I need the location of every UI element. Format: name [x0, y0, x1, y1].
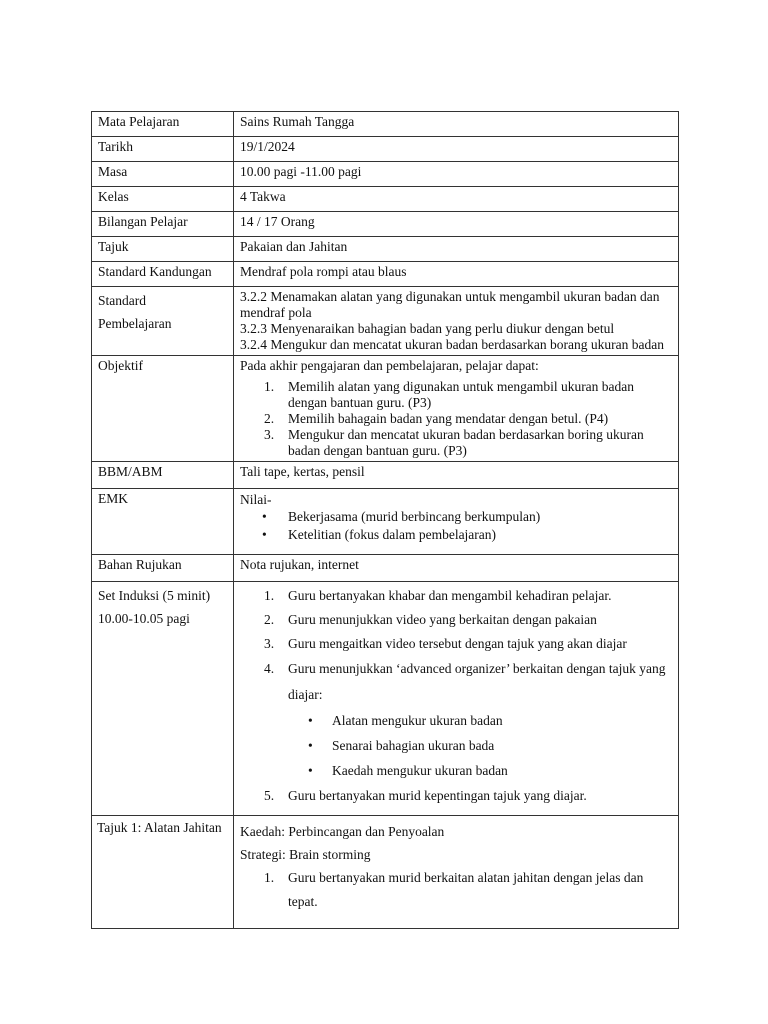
sub-list-item	[240, 708, 672, 733]
item-number: 2.	[264, 411, 275, 426]
table-row	[92, 162, 679, 187]
item-text: tepat.	[288, 894, 318, 909]
standard-line: 3.2.4 Mengukur dan mencatat ukuran badan berdasarkan borang ukuran badan	[240, 337, 664, 352]
label-cell: Kelas	[92, 187, 234, 212]
label-cell: Tajuk 1: Alatan Jahitan	[92, 816, 234, 929]
label-cell: Bilangan Pelajar	[92, 212, 234, 237]
table-row	[92, 212, 679, 237]
item-number: 4.	[264, 661, 275, 676]
label-cell: EMK	[92, 489, 234, 555]
bullet-icon: •	[308, 713, 313, 728]
label-line: Set Induksi (5 minit)	[98, 588, 211, 603]
list-item	[240, 411, 672, 427]
value-cell	[234, 582, 679, 816]
lesson-plan-table	[91, 111, 679, 929]
sub-list-item	[240, 733, 672, 758]
method-text: Kaedah: Perbincangan dan Penyoalan	[240, 824, 445, 839]
item-text: Guru mengaitkan video tersebut dengan tajuk yang akan diajar	[288, 636, 627, 651]
value-cell	[234, 356, 679, 462]
label-line: Standard	[98, 293, 146, 308]
label-cell: Objektif	[92, 356, 234, 462]
strategy-text: Strategi: Brain storming	[240, 847, 371, 862]
objective-intro: Pada akhir pengajaran dan pembelajaran, pelajar dapat:	[240, 358, 539, 373]
value-cell	[234, 287, 679, 356]
item-text: dengan bantuan guru. (P3)	[288, 395, 432, 410]
table-row	[92, 356, 679, 462]
table-row	[92, 555, 679, 582]
list-item	[240, 427, 672, 459]
label-line: Pembelajaran	[98, 316, 172, 331]
value-cell: Mendraf pola rompi atau blaus	[234, 262, 679, 287]
item-text: Mengukur dan mencatat ukuran badan berdasarkan boring ukuran	[288, 427, 644, 442]
item-text: Memilih alatan yang digunakan untuk mengambil ukuran badan	[288, 379, 635, 394]
label-cell: BBM/ABM	[92, 462, 234, 489]
item-number: 2.	[264, 612, 275, 627]
value-cell: 14 / 17 Orang	[234, 212, 679, 237]
item-text: Bekerjasama (murid berbincang berkumpulan)	[288, 509, 541, 524]
item-text: Guru bertanyakan khabar dan mengambil kehadiran pelajar.	[288, 588, 612, 603]
item-number: 1.	[264, 379, 275, 394]
table-row	[92, 489, 679, 555]
item-number: 1.	[264, 870, 275, 885]
list-item	[240, 584, 672, 608]
bullet-icon: •	[262, 509, 267, 524]
item-number: 1.	[264, 588, 275, 603]
value-cell: Sains Rumah Tangga	[234, 112, 679, 137]
list-item	[240, 508, 672, 526]
label-cell: Tajuk	[92, 237, 234, 262]
item-text: Memilih bahagain badan yang mendatar dengan betul. (P4)	[288, 411, 609, 426]
table-row	[92, 137, 679, 162]
standard-line: mendraf pola	[240, 305, 312, 320]
value-cell: Tali tape, kertas, pensil	[234, 462, 679, 489]
emk-list	[240, 508, 672, 544]
value-cell	[234, 489, 679, 555]
item-number: 5.	[264, 788, 275, 803]
table-row	[92, 287, 679, 356]
table-row	[92, 262, 679, 287]
bullet-icon: •	[262, 527, 267, 542]
table-row	[92, 187, 679, 212]
induction-list	[240, 584, 672, 809]
sub-list-item	[240, 758, 672, 783]
table-row	[92, 816, 679, 929]
item-text: Alatan mengukur ukuran badan	[332, 713, 503, 728]
item-text: Guru menunjukkan video yang berkaitan dengan pakaian	[288, 612, 597, 627]
label-cell	[92, 287, 234, 356]
item-text: Ketelitian (fokus dalam pembelajaran)	[288, 527, 497, 542]
list-item	[240, 379, 672, 411]
label-cell: Mata Pelajaran	[92, 112, 234, 137]
list-item	[240, 632, 672, 656]
bullet-icon: •	[308, 763, 313, 778]
value-cell: 19/1/2024	[234, 137, 679, 162]
label-cell: Masa	[92, 162, 234, 187]
table-row	[92, 582, 679, 816]
bullet-icon: •	[308, 738, 313, 753]
label-line: 10.00-10.05 pagi	[98, 611, 190, 626]
value-cell	[234, 816, 679, 929]
objective-list	[240, 379, 672, 459]
item-text: Guru menunjukkan ‘advanced organizer’ berkaitan dengan tajuk yang	[288, 661, 666, 676]
list-item	[240, 656, 672, 708]
item-text: diajar:	[288, 687, 323, 702]
item-text: Guru bertanyakan murid kepentingan tajuk yang diajar.	[288, 788, 587, 803]
value-cell: Nota rujukan, internet	[234, 555, 679, 582]
item-text: badan dengan bantuan guru. (P3)	[288, 443, 467, 458]
value-cell: 10.00 pagi -11.00 pagi	[234, 162, 679, 187]
item-text: Kaedah mengukur ukuran badan	[332, 763, 508, 778]
emk-intro: Nilai-	[240, 492, 272, 507]
table-row	[92, 462, 679, 489]
item-text: Senarai bahagian ukuran bada	[332, 738, 495, 753]
value-cell: 4 Takwa	[234, 187, 679, 212]
item-text: Guru bertanyakan murid berkaitan alatan jahitan dengan jelas dan	[288, 870, 644, 885]
list-item	[240, 526, 672, 544]
list-item	[240, 866, 672, 914]
list-item	[240, 608, 672, 632]
value-cell: Pakaian dan Jahitan	[234, 237, 679, 262]
item-number: 3.	[264, 636, 275, 651]
label-cell: Bahan Rujukan	[92, 555, 234, 582]
table-row	[92, 237, 679, 262]
list-item	[240, 783, 672, 809]
standard-line: 3.2.3 Menyenaraikan bahagian badan yang perlu diukur dengan betul	[240, 321, 615, 336]
label-cell: Tarikh	[92, 137, 234, 162]
standard-line: 3.2.2 Menamakan alatan yang digunakan untuk mengambil ukuran badan dan	[240, 289, 660, 304]
item-number: 3.	[264, 427, 275, 442]
table-row	[92, 112, 679, 137]
label-cell	[92, 582, 234, 816]
label-cell: Standard Kandungan	[92, 262, 234, 287]
